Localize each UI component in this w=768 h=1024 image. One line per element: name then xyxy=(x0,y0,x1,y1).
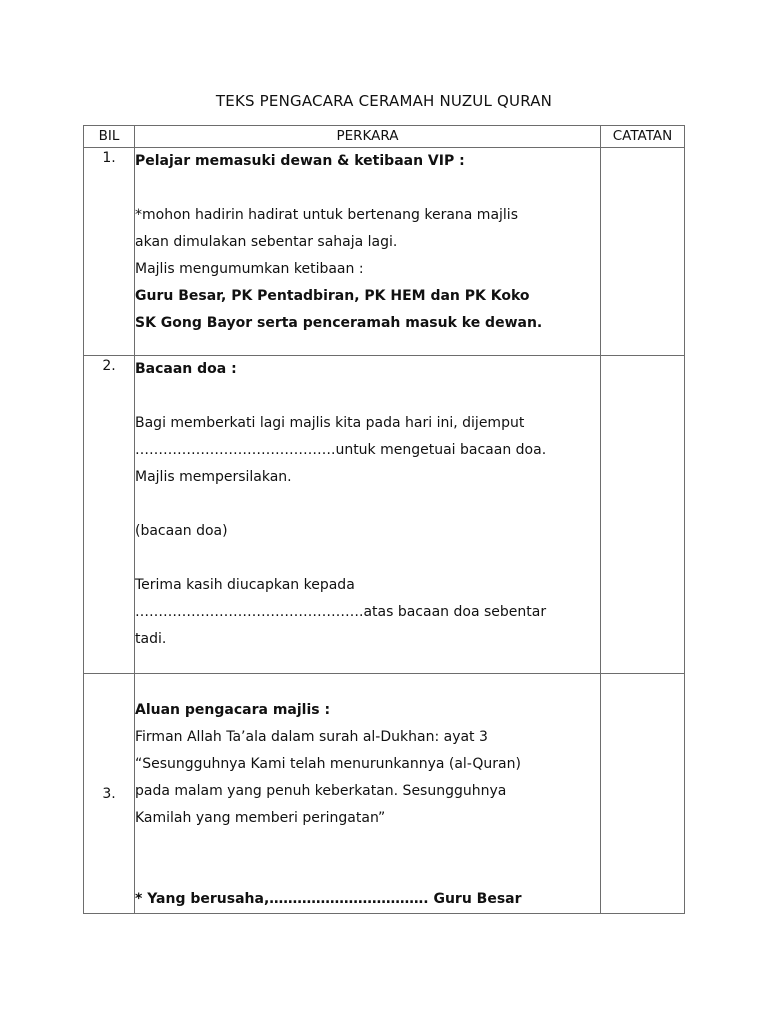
row-text: (bacaan doa) xyxy=(135,523,228,539)
row-heading: Aluan pengacara majlis : xyxy=(135,702,331,718)
row-text: Terima kasih diucapkan kepada xyxy=(135,577,355,593)
row-content xyxy=(135,148,601,356)
row-content xyxy=(135,356,601,674)
row-text: tadi. xyxy=(135,631,167,647)
row-text-bold: Guru Besar, PK Pentadbiran, PK HEM dan PK Koko xyxy=(135,288,530,304)
row-text: Bagi memberkati lagi majlis kita pada hari ini, dijemput xyxy=(135,415,525,431)
row-number: 2. xyxy=(84,356,135,674)
table-header-row xyxy=(84,126,685,148)
header-perkara: PERKARA xyxy=(135,126,601,148)
row-text-bold: SK Gong Bayor serta penceramah masuk ke dewan. xyxy=(135,315,543,331)
row-catatan xyxy=(601,674,685,914)
page-title: TEKS PENGACARA CERAMAH NUZUL QURAN xyxy=(215,92,553,110)
row-heading: Pelajar memasuki dewan & ketibaan VIP : xyxy=(135,153,465,169)
row-content xyxy=(135,674,601,914)
row-text: Firman Allah Ta’ala dalam surah al-Dukhan: ayat 3 xyxy=(135,729,488,745)
agenda-table xyxy=(83,125,685,914)
row-text: *mohon hadirin hadirat untuk bertenang kerana majlis xyxy=(135,207,518,223)
row-text-bold: * Yang berusaha,……………………………. Guru Besar xyxy=(135,891,522,907)
row-number: 3. xyxy=(84,674,135,914)
row-text: Majlis mempersilakan. xyxy=(135,469,292,485)
header-catatan: CATATAN xyxy=(601,126,685,148)
row-text: akan dimulakan sebentar sahaja lagi. xyxy=(135,234,398,250)
row-number: 1. xyxy=(84,148,135,356)
header-bil: BIL xyxy=(84,126,135,148)
row-text: Majlis mengumumkan ketibaan : xyxy=(135,261,364,277)
row-text: …………………………………….untuk mengetuai bacaan doa. xyxy=(135,442,547,458)
table-row xyxy=(84,148,685,356)
row-text: pada malam yang penuh keberkatan. Sesungguhnya xyxy=(135,783,507,799)
row-heading: Bacaan doa : xyxy=(135,361,237,377)
row-text: “Sesungguhnya Kami telah menurunkannya (al-Quran) xyxy=(135,756,521,772)
row-catatan xyxy=(601,356,685,674)
row-text: Kamilah yang memberi peringatan” xyxy=(135,810,386,826)
table-row xyxy=(84,356,685,674)
row-text: ………………………………………….atas bacaan doa sebentar xyxy=(135,604,547,620)
table-row xyxy=(84,674,685,914)
row-catatan xyxy=(601,148,685,356)
